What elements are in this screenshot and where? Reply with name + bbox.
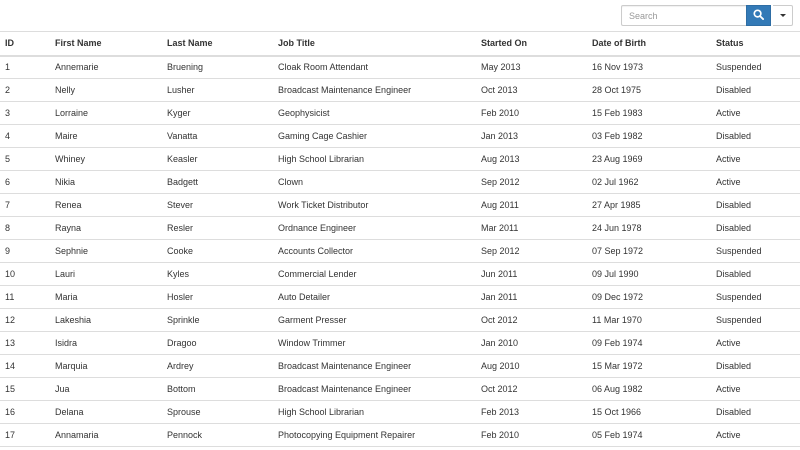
cell-id: 10 (0, 263, 50, 286)
cell-date-of-birth: 15 Mar 1972 (587, 355, 711, 378)
cell-last-name: Cooke (162, 240, 273, 263)
cell-id: 6 (0, 171, 50, 194)
cell-first-name: Marquia (50, 355, 162, 378)
cell-id: 13 (0, 332, 50, 355)
cell-started-on: Oct 2012 (476, 378, 587, 401)
cell-last-name: Kyger (162, 102, 273, 125)
cell-date-of-birth: 11 Mar 1970 (587, 309, 711, 332)
search-icon (753, 8, 764, 23)
cell-status: Disabled (711, 217, 800, 240)
cell-status: Active (711, 102, 800, 125)
cell-job-title: Auto Detailer (273, 286, 476, 309)
cell-first-name: Isidra (50, 332, 162, 355)
cell-first-name: Lakeshia (50, 309, 162, 332)
cell-job-title: Window Trimmer (273, 332, 476, 355)
cell-last-name: Bruening (162, 56, 273, 79)
cell-job-title: Clown (273, 171, 476, 194)
data-table (0, 31, 800, 447)
cell-id: 9 (0, 240, 50, 263)
cell-job-title: Broadcast Maintenance Engineer (273, 378, 476, 401)
table-row[interactable] (0, 286, 800, 309)
table-row[interactable] (0, 148, 800, 171)
cell-date-of-birth: 28 Oct 1975 (587, 79, 711, 102)
cell-status: Disabled (711, 194, 800, 217)
cell-date-of-birth: 24 Jun 1978 (587, 217, 711, 240)
cell-status: Disabled (711, 401, 800, 424)
cell-first-name: Rayna (50, 217, 162, 240)
cell-started-on: Oct 2013 (476, 79, 587, 102)
cell-started-on: Sep 2012 (476, 240, 587, 263)
cell-job-title: Accounts Collector (273, 240, 476, 263)
cell-job-title: Garment Presser (273, 309, 476, 332)
column-header-id[interactable]: ID (0, 32, 50, 56)
cell-id: 7 (0, 194, 50, 217)
cell-last-name: Sprouse (162, 401, 273, 424)
search-input[interactable] (621, 5, 746, 26)
cell-last-name: Keasler (162, 148, 273, 171)
cell-started-on: Jun 2011 (476, 263, 587, 286)
cell-status: Disabled (711, 263, 800, 286)
cell-job-title: High School Librarian (273, 401, 476, 424)
table-row[interactable] (0, 56, 800, 79)
table-row[interactable] (0, 401, 800, 424)
cell-date-of-birth: 06 Aug 1982 (587, 378, 711, 401)
cell-id: 11 (0, 286, 50, 309)
cell-job-title: Cloak Room Attendant (273, 56, 476, 79)
cell-started-on: Jan 2010 (476, 332, 587, 355)
cell-status: Active (711, 148, 800, 171)
cell-job-title: Photocopying Equipment Repairer (273, 424, 476, 447)
cell-date-of-birth: 27 Apr 1985 (587, 194, 711, 217)
cell-id: 12 (0, 309, 50, 332)
cell-first-name: Nikia (50, 171, 162, 194)
cell-status: Active (711, 424, 800, 447)
cell-last-name: Kyles (162, 263, 273, 286)
cell-started-on: Aug 2010 (476, 355, 587, 378)
cell-started-on: Aug 2013 (476, 148, 587, 171)
table-row[interactable] (0, 309, 800, 332)
table-row[interactable] (0, 125, 800, 148)
cell-date-of-birth: 09 Dec 1972 (587, 286, 711, 309)
cell-last-name: Dragoo (162, 332, 273, 355)
cell-first-name: Maria (50, 286, 162, 309)
cell-status: Suspended (711, 286, 800, 309)
cell-id: 4 (0, 125, 50, 148)
cell-last-name: Badgett (162, 171, 273, 194)
cell-job-title: Ordnance Engineer (273, 217, 476, 240)
cell-status: Suspended (711, 56, 800, 79)
cell-started-on: Sep 2012 (476, 171, 587, 194)
cell-date-of-birth: 15 Feb 1983 (587, 102, 711, 125)
cell-started-on: Oct 2012 (476, 309, 587, 332)
table-row[interactable] (0, 355, 800, 378)
cell-id: 8 (0, 217, 50, 240)
cell-first-name: Annemarie (50, 56, 162, 79)
cell-first-name: Annamaria (50, 424, 162, 447)
cell-started-on: Jan 2011 (476, 286, 587, 309)
table-body (0, 56, 800, 447)
cell-id: 3 (0, 102, 50, 125)
table-row[interactable] (0, 194, 800, 217)
cell-status: Disabled (711, 79, 800, 102)
cell-date-of-birth: 16 Nov 1973 (587, 56, 711, 79)
cell-status: Active (711, 332, 800, 355)
search-button[interactable] (746, 5, 771, 26)
cell-first-name: Lauri (50, 263, 162, 286)
cell-id: 14 (0, 355, 50, 378)
cell-last-name: Stever (162, 194, 273, 217)
cell-last-name: Bottom (162, 378, 273, 401)
cell-first-name: Lorraine (50, 102, 162, 125)
table-row[interactable] (0, 263, 800, 286)
column-header-first-name[interactable]: First Name (50, 32, 162, 56)
cell-last-name: Resler (162, 217, 273, 240)
cell-date-of-birth: 05 Feb 1974 (587, 424, 711, 447)
cell-last-name: Lusher (162, 79, 273, 102)
cell-job-title: Work Ticket Distributor (273, 194, 476, 217)
table-row[interactable] (0, 102, 800, 125)
column-header-date-of-birth[interactable]: Date of Birth (587, 32, 711, 56)
caret-down-icon (780, 14, 786, 17)
cell-job-title: High School Librarian (273, 148, 476, 171)
table-row[interactable] (0, 217, 800, 240)
cell-id: 1 (0, 56, 50, 79)
column-header-last-name[interactable]: Last Name (162, 32, 273, 56)
cell-first-name: Renea (50, 194, 162, 217)
cell-status: Suspended (711, 309, 800, 332)
table-row[interactable] (0, 240, 800, 263)
table-row[interactable] (0, 332, 800, 355)
cell-job-title: Commercial Lender (273, 263, 476, 286)
cell-started-on: Mar 2011 (476, 217, 587, 240)
options-dropdown-button[interactable] (773, 5, 793, 26)
cell-first-name: Jua (50, 378, 162, 401)
cell-started-on: May 2013 (476, 56, 587, 79)
cell-started-on: Jan 2013 (476, 125, 587, 148)
cell-first-name: Sephnie (50, 240, 162, 263)
cell-id: 17 (0, 424, 50, 447)
column-header-started-on[interactable]: Started On (476, 32, 587, 56)
cell-job-title: Gaming Cage Cashier (273, 125, 476, 148)
table-row[interactable] (0, 171, 800, 194)
cell-id: 16 (0, 401, 50, 424)
cell-started-on: Feb 2010 (476, 424, 587, 447)
cell-date-of-birth: 07 Sep 1972 (587, 240, 711, 263)
cell-id: 15 (0, 378, 50, 401)
cell-started-on: Aug 2011 (476, 194, 587, 217)
cell-date-of-birth: 09 Feb 1974 (587, 332, 711, 355)
column-header-status[interactable]: Status (711, 32, 800, 56)
cell-status: Active (711, 378, 800, 401)
cell-date-of-birth: 15 Oct 1966 (587, 401, 711, 424)
table-row[interactable] (0, 378, 800, 401)
cell-date-of-birth: 09 Jul 1990 (587, 263, 711, 286)
cell-last-name: Hosler (162, 286, 273, 309)
cell-first-name: Nelly (50, 79, 162, 102)
cell-started-on: Feb 2013 (476, 401, 587, 424)
cell-first-name: Whiney (50, 148, 162, 171)
cell-last-name: Ardrey (162, 355, 273, 378)
cell-last-name: Pennock (162, 424, 273, 447)
cell-first-name: Maire (50, 125, 162, 148)
table-row[interactable] (0, 424, 800, 447)
cell-date-of-birth: 03 Feb 1982 (587, 125, 711, 148)
cell-first-name: Delana (50, 401, 162, 424)
table-header-row (0, 32, 800, 56)
column-header-job-title[interactable]: Job Title (273, 32, 476, 56)
cell-last-name: Vanatta (162, 125, 273, 148)
cell-status: Disabled (711, 125, 800, 148)
cell-date-of-birth: 02 Jul 1962 (587, 171, 711, 194)
search-toolbar (621, 5, 793, 26)
cell-id: 5 (0, 148, 50, 171)
cell-status: Active (711, 171, 800, 194)
cell-job-title: Broadcast Maintenance Engineer (273, 79, 476, 102)
cell-last-name: Sprinkle (162, 309, 273, 332)
table-row[interactable] (0, 79, 800, 102)
cell-started-on: Feb 2010 (476, 102, 587, 125)
cell-date-of-birth: 23 Aug 1969 (587, 148, 711, 171)
cell-status: Disabled (711, 355, 800, 378)
cell-status: Suspended (711, 240, 800, 263)
cell-job-title: Geophysicist (273, 102, 476, 125)
cell-id: 2 (0, 79, 50, 102)
cell-job-title: Broadcast Maintenance Engineer (273, 355, 476, 378)
